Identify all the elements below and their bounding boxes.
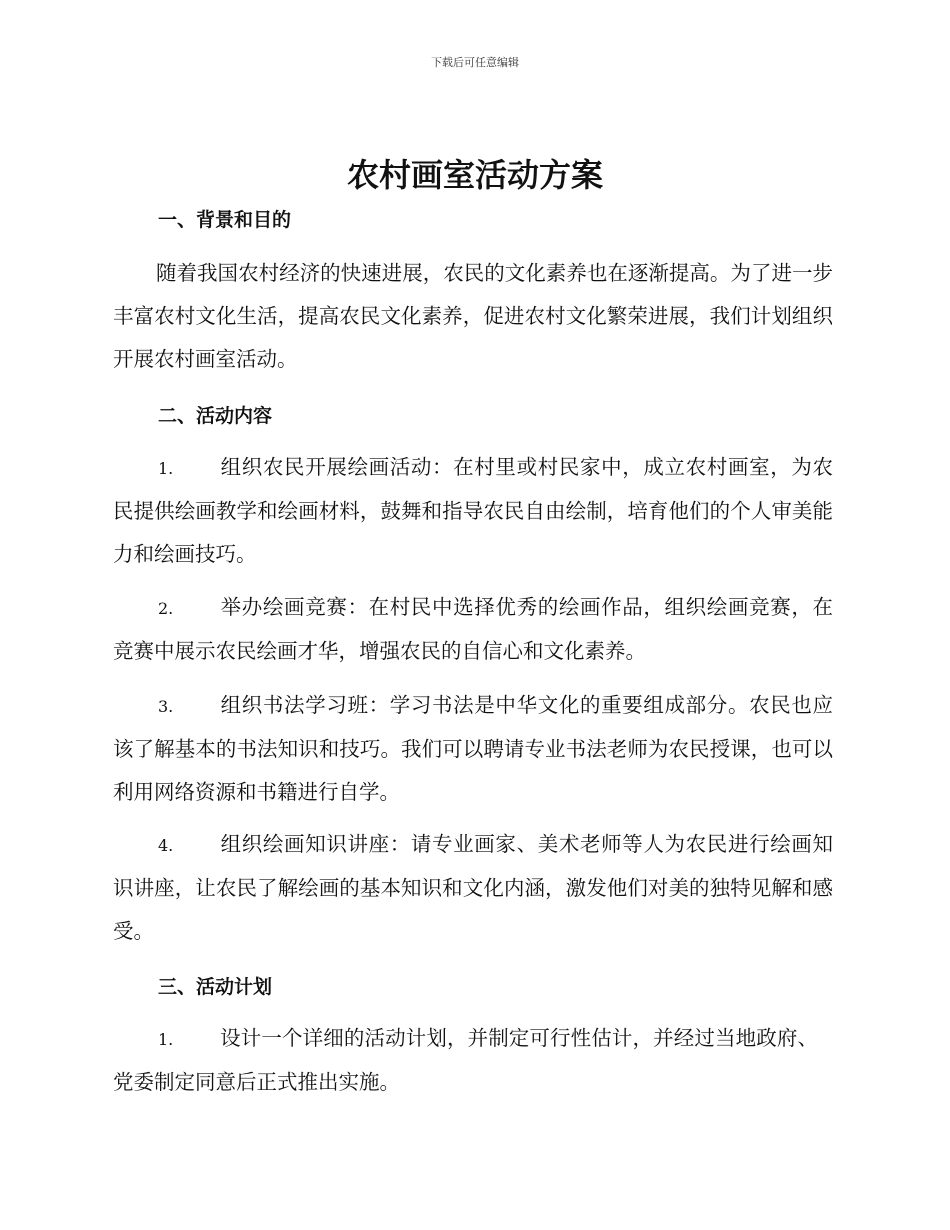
list-item: 2. 举办绘画竞赛：在村民中选择优秀的绘画作品，组织绘画竞赛，在竞赛中展示农民绘画才华，增强农民的自信心和文化素养。: [113, 595, 833, 663]
background-paragraph: 随着我国农村经济的快速进展，农民的文化素养也在逐渐提高。为了进一步丰富农村文化生活，提高农民文化素养，促进农村文化繁荣进展，我们计划组织开展农村画室活动。: [113, 261, 833, 371]
page-header-note: 下载后可任意编辑: [431, 56, 519, 69]
section-heading-content: 二、活动内容: [158, 405, 273, 427]
document-title: 农村画室活动方案: [346, 156, 603, 194]
list-item: 4. 组织绘画知识讲座：请专业画家、美术老师等人为农民进行绘画知识讲座，让农民了解绘画的基本知识和文化内涵，激发他们对美的独特见解和感受。: [113, 832, 833, 943]
list-item: 3. 组织书法学习班：学习书法是中华文化的重要组成部分。农民也应该了解基本的书法知识和技巧。我们可以聘请专业书法老师为农民授课，也可以利用网络资源和书籍进行自学。: [113, 693, 833, 804]
list-item: 1. 设计一个详细的活动计划，并制定可行性估计，并经过当地政府、党委制定同意后正式推出实施。: [113, 1026, 818, 1094]
list-item: 1. 组织农民开展绘画活动：在村里或村民家中，成立农村画室，为农民提供绘画教学和绘画材料，鼓舞和指导农民自由绘制，培育他们的个人审美能力和绘画技巧。: [113, 455, 833, 566]
section-heading-plan: 三、活动计划: [158, 976, 273, 998]
section-heading-background: 一、背景和目的: [158, 209, 292, 231]
